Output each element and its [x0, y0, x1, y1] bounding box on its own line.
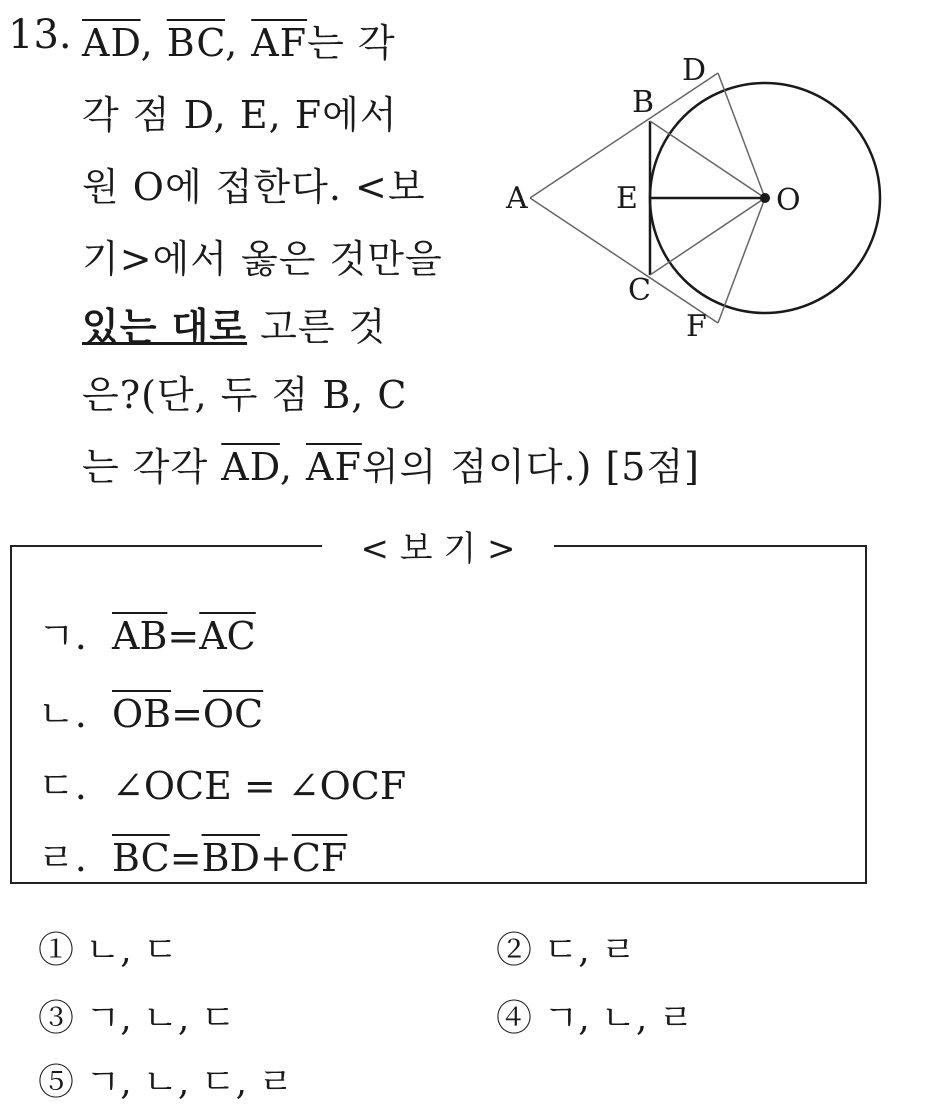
- question-line-7: [82, 436, 700, 491]
- segment: $\overline{BC}$: [112, 836, 170, 880]
- segment-bc: $\overline{BC}$: [166, 21, 226, 65]
- item-marker: ㄴ.: [38, 692, 87, 736]
- segment: $\overline{OC}$: [202, 692, 264, 736]
- choice-2[interactable]: [496, 922, 636, 973]
- segment: $\overline{AC}$: [199, 614, 256, 658]
- question-line-5: [82, 296, 386, 351]
- line-ad: [530, 73, 718, 198]
- operator: +: [259, 836, 292, 880]
- choice-text: ㄱ, ㄴ, ㄹ: [543, 998, 694, 1039]
- segment-ad: $\overline{AD}$: [82, 21, 141, 65]
- label-a: A: [506, 181, 528, 216]
- choice-3[interactable]: [38, 990, 236, 1041]
- item-marker: ㄹ.: [38, 836, 87, 880]
- operator: =: [171, 692, 203, 736]
- segment: $\overline{CF}$: [291, 836, 348, 880]
- angle-equation: ∠OCE = ∠OCF: [112, 764, 407, 808]
- choice-number: ①: [38, 930, 75, 971]
- choice-5[interactable]: [38, 1054, 293, 1105]
- label-d: D: [682, 53, 707, 88]
- bogi-item-3: [38, 755, 406, 810]
- label-b: B: [632, 85, 655, 120]
- label-c: C: [628, 273, 651, 308]
- segment: $\overline{AB}$: [112, 614, 168, 658]
- choice-text: ㄱ, ㄴ, ㄷ: [85, 998, 236, 1039]
- line-co: [650, 198, 765, 275]
- choice-number: ④: [496, 998, 533, 1039]
- emphasis-text: 있는 대로: [82, 304, 248, 349]
- bogi-box: [10, 529, 867, 884]
- choice-text: ㄴ, ㄷ: [85, 930, 178, 971]
- bogi-item-4: [38, 827, 347, 882]
- line-bo: [650, 121, 765, 198]
- segment-af: $\overline{AF}$: [306, 445, 362, 489]
- line-af: [530, 198, 718, 323]
- question-line-3: 원 O에 접한다. <보: [82, 165, 426, 209]
- item-marker: ㄱ.: [38, 614, 87, 658]
- operator: =: [167, 614, 200, 658]
- separator: ,: [279, 445, 307, 489]
- question-text: 는 각각: [82, 445, 222, 489]
- question-line-6: 은?(단, 두 점 B, C: [82, 373, 408, 417]
- segment-ad: $\overline{AD}$: [221, 445, 280, 489]
- separator: ,: [140, 21, 167, 65]
- question-text: 위의 점이다.) [5점]: [361, 445, 700, 489]
- bogi-item-1: [38, 605, 256, 660]
- question-text: 고른 것: [247, 305, 387, 349]
- choice-4[interactable]: [496, 990, 694, 1041]
- center-point: [760, 193, 770, 203]
- question-line-2: 각 점 D, E, F에서: [82, 93, 398, 137]
- bogi-title: < 보 기 >: [322, 521, 554, 570]
- choice-number: ⑤: [38, 1062, 75, 1103]
- choice-number: ②: [496, 930, 533, 971]
- item-marker: ㄷ.: [38, 764, 87, 808]
- segment-af: $\overline{AF}$: [251, 21, 308, 65]
- choice-number: ③: [38, 998, 75, 1039]
- segment: $\overline{OB}$: [112, 692, 172, 736]
- choice-text: ㄱ, ㄴ, ㄷ, ㄹ: [85, 1062, 294, 1103]
- choice-1[interactable]: [38, 922, 178, 973]
- bogi-item-2: [38, 683, 263, 738]
- label-o: O: [776, 183, 801, 218]
- segment: $\overline{BD}$: [201, 836, 260, 880]
- geometry-figure: [490, 40, 910, 360]
- operator: =: [169, 836, 202, 880]
- question-number: 13.: [8, 12, 72, 58]
- question-line-4: 기>에서 옳은 것만을: [82, 237, 443, 281]
- label-f: F: [686, 309, 707, 344]
- question-text: 는 각: [307, 21, 396, 65]
- separator: ,: [225, 21, 252, 65]
- line-do: [718, 73, 765, 198]
- choice-text: ㄷ, ㄹ: [543, 930, 636, 971]
- label-e: E: [616, 181, 638, 216]
- line-fo: [718, 198, 765, 323]
- question-line-1: [82, 12, 396, 67]
